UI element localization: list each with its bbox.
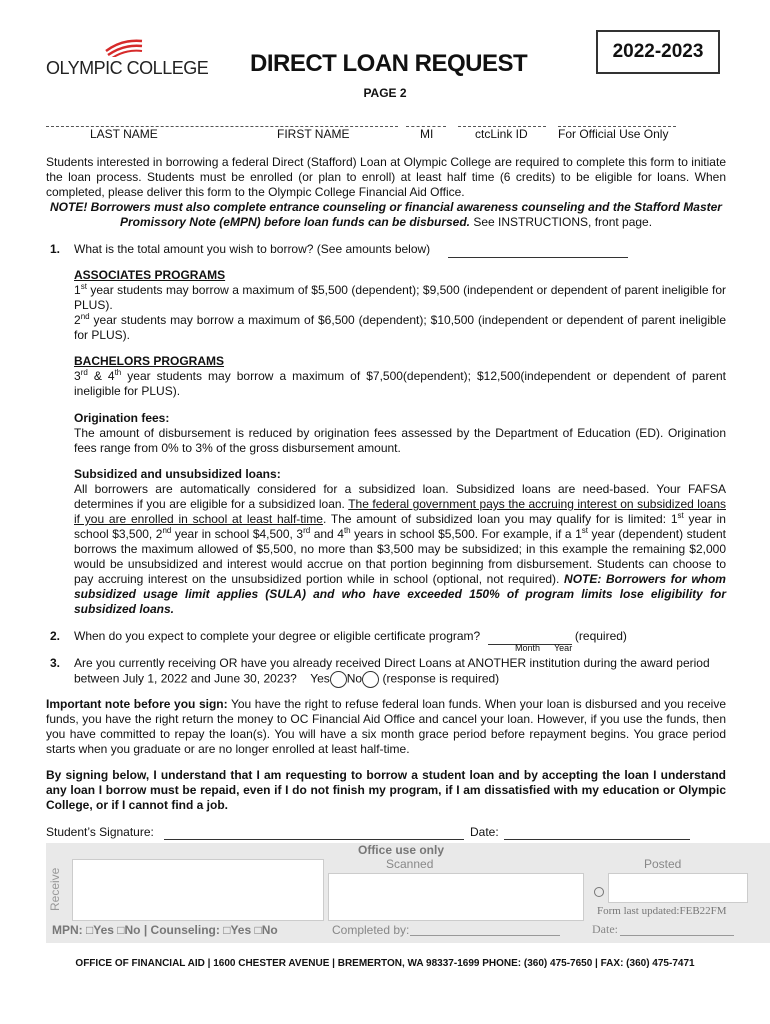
official-use-label: For Official Use Only <box>558 127 669 141</box>
signature-label: Student’s Signature: <box>46 825 154 839</box>
page-title: DIRECT LOAN REQUEST <box>250 50 528 77</box>
question-2-text: When do you expect to complete your degree or eligible certificate program? <box>74 629 481 643</box>
posted-circle-icon <box>594 887 604 897</box>
posted-label: Posted <box>644 857 682 871</box>
month-label: Month <box>515 643 541 653</box>
page-number: PAGE 2 <box>363 86 407 100</box>
signature-date-field[interactable] <box>504 825 690 840</box>
bachelors-section: BACHELORS PROGRAMS 3rd & 4th year students may borrow a maximum of $7,500(dependent); $12,500(independent or dependent of parent ineligible for PLUS). <box>74 354 726 398</box>
bachelors-heading: BACHELORS PROGRAMS <box>74 354 225 368</box>
office-date-label: Date: <box>592 922 618 936</box>
last-name-label: LAST NAME <box>90 127 158 141</box>
olympic-college-logo-icon <box>104 37 144 57</box>
question-3-number: 3. <box>50 656 61 670</box>
form-updated: Form last updated:FEB22FM <box>597 905 727 917</box>
office-use-section <box>46 843 770 943</box>
subsidized-heading: Subsidized and unsubsidized loans: <box>74 467 281 481</box>
important-heading: Important note before you sign: <box>46 697 228 711</box>
borrow-amount-field[interactable] <box>448 242 628 258</box>
logo-text: OLYMPIC COLLEGE <box>46 58 209 78</box>
agreement-text: By signing below, I understand that I am requesting to borrow a student loan and by accepting the loan I understand any loan I borrow must be repaid, even if I do not finish my program, if I am dissatisfied with my education or Olympic College, or if I cannot find a job. <box>46 768 726 812</box>
posted-box <box>608 873 748 903</box>
year-box: 2022-2023 <box>596 30 720 74</box>
origination-fees-text: The amount of disbursement is reduced by origination fees assessed by the Department of Education (ED). Origination fees range from 0% to 3% of the gross disbursement amount. <box>74 426 726 455</box>
important-text: You have the right to refuse federal loan funds. When your loan is disbursed and you receive funds, you have the right return the money to OC Financial Aid Office and cancel your loan. However, if you use the funds, then you have committed to repay the loan(s). You will have a six month grace period before repayment begins. You grace period starts when you graduate or are no longer enrolled at least half-time. <box>46 697 726 756</box>
no-radio[interactable] <box>362 671 379 688</box>
question-2 <box>74 629 726 645</box>
mpn-counseling: MPN: □Yes □No | Counseling: □Yes □No <box>52 923 278 937</box>
no-label: No <box>346 671 363 686</box>
ctclink-field[interactable] <box>458 116 546 127</box>
scanned-box <box>328 873 584 921</box>
associates-2nd-year: 2nd year students may borrow a maximum of $6,500 (dependent); $10,500 (independent or dependent of parent ineligible for PLUS). <box>74 312 726 342</box>
question-3-text: Are you currently receiving OR have you already received Direct Loans at ANOTHER institution during the award period between July 1, 2022 and June 30, 2023? <box>74 656 710 686</box>
yes-radio[interactable] <box>330 671 347 688</box>
official-use-field <box>558 116 676 127</box>
subsidized-section: Subsidized and unsubsidized loans: All borrowers are automatically considered for a subsidized loan. Subsidized loans are need-based. Your FAFSA determines if you are eligible for a subsidized loan. The federal government pays the accruing interest on subsidized loans if you are enrolled in school at least half-time. The amount of subsidized loan you may qualify for is limited: 1st year in school $3,500, 2nd year in school $4,500, 3rd and 4th years in school $5,500. For example, if a 1st year (dependent) student borrows the maximum allowed of $5,500, no more than $3,500 may be subsidized; in this example the remaining $2,000 would be unsubsidized and interest would accrue on that portion beginning from disbursement. Students can choose to pay accruing interest on the unsubsidized portion while in school (optional, not required). NOTE: Borrowers for whom subsidized usage limit applies (SULA) and who have exceeded 150% of program limits lose eligibility for subsidized loans. <box>74 467 726 616</box>
scanned-label: Scanned <box>386 857 434 871</box>
signature-field[interactable] <box>164 825 464 840</box>
ctclink-label: ctcLink ID <box>475 127 528 141</box>
associates-section <box>74 268 726 343</box>
origination-fees-section <box>74 411 726 456</box>
office-date-line <box>620 935 734 936</box>
associates-1st-year: 1st year students may borrow a maximum of $5,500 (dependent); $9,500 (independent or dependent of parent ineligible for PLUS). <box>74 282 726 312</box>
footer: OFFICE OF FINANCIAL AID | 1600 CHESTER AVENUE | BREMERTON, WA 98337-1699 PHONE: (360) 475-7650 | FAX: (360) 475-7471 <box>75 958 695 969</box>
origination-fees-heading: Origination fees: <box>74 411 170 425</box>
mi-label: MI <box>420 127 434 141</box>
question-3 <box>74 656 726 688</box>
question-1-text: What is the total amount you wish to borrow? (See amounts below) <box>74 242 431 256</box>
year-label: Year <box>554 643 573 653</box>
mi-field[interactable] <box>406 116 446 127</box>
intro-note-tail: See INSTRUCTIONS, front page. <box>470 215 653 229</box>
office-use-header: Office use only <box>357 843 445 857</box>
question-3-required: (response is required) <box>382 671 500 686</box>
important-note <box>46 697 726 757</box>
question-2-required: (required) <box>574 629 627 643</box>
completed-by-label: Completed by: <box>332 923 410 937</box>
question-2-number: 2. <box>50 629 61 643</box>
receive-label: Receive <box>48 867 62 911</box>
receive-box <box>72 859 324 921</box>
question-1 <box>74 242 726 258</box>
associates-heading: ASSOCIATES PROGRAMS <box>74 268 226 282</box>
first-name-label: FIRST NAME <box>277 127 350 141</box>
intro-paragraph <box>46 155 726 200</box>
intro-note-bold: NOTE! Borrowers must also complete entrance counseling or financial awareness counseling and the Stafford Master Promissory Note (eMPN) before loan funds can be disbursed. <box>50 200 722 229</box>
yes-label: Yes <box>310 671 330 686</box>
subsidized-note: NOTE: Borrowers for whom subsidized usage limit applies (SULA) and who have exceeded 150% of program limits lose eligibility for subsidized loans. <box>74 572 726 616</box>
intro-note <box>46 200 726 230</box>
last-first-name-field[interactable] <box>46 116 398 127</box>
intro-text: Students interested in borrowing a federal Direct (Stafford) Loan at Olympic College are required to complete this form to initiate the loan process. Students must be enrolled (or plan to enroll) at least half time (6 credits) to be eligible for loans. When completed, please deliver this form to the Olympic College Financial Aid Office. <box>46 155 726 199</box>
question-1-number: 1. <box>50 242 61 256</box>
completed-by-line <box>410 935 560 936</box>
signature-date-label: Date: <box>470 825 499 839</box>
